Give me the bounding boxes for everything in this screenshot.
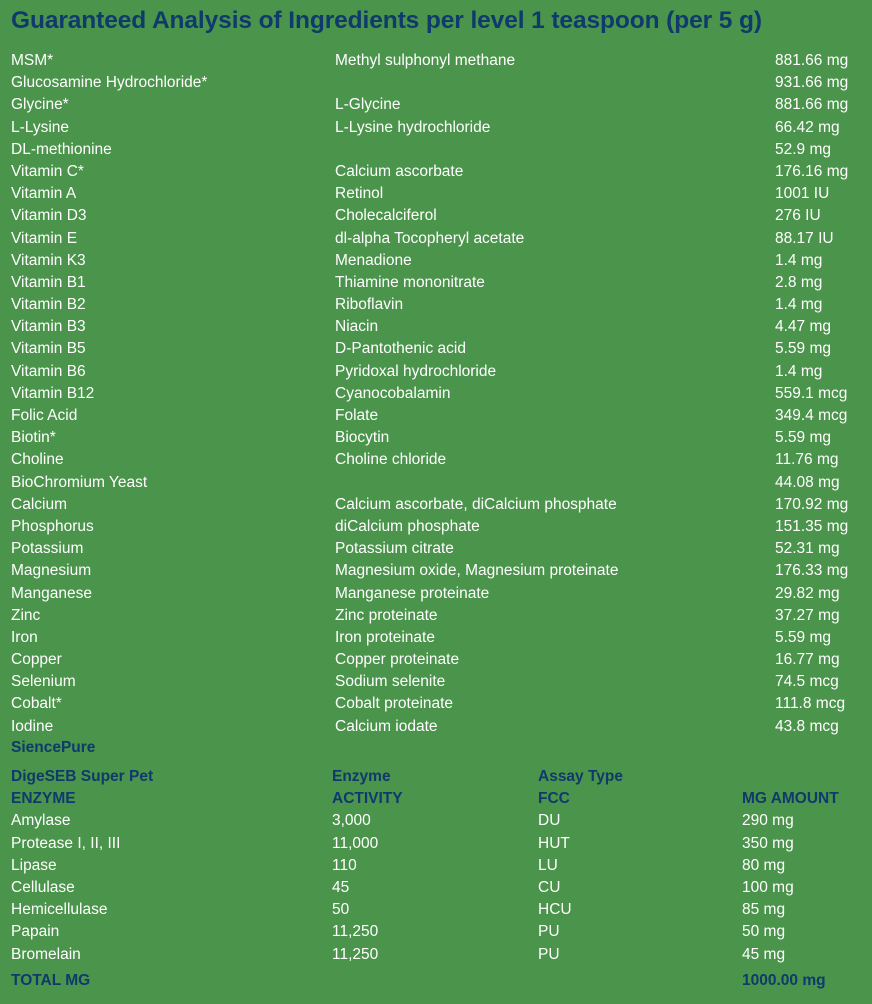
enzyme-activity: 11,250	[332, 923, 379, 941]
enzyme-name: Papain	[11, 923, 60, 941]
enzyme-row	[11, 877, 871, 899]
ingredient-source: L-Lysine hydrochloride	[335, 118, 491, 136]
ingredient-amount: 176.33 mg	[775, 562, 849, 580]
ingredient-row	[11, 716, 871, 738]
ingredient-amount: 5.59 mg	[775, 340, 832, 358]
ingredient-name: Iron	[11, 628, 38, 646]
ingredient-name: Zinc	[11, 606, 41, 624]
ingredient-amount: 1001 IU	[775, 185, 830, 203]
enzyme-mg-amount: 45 mg	[742, 945, 786, 963]
enzyme-fcc: LU	[538, 856, 558, 874]
enzyme-header-row-2	[11, 788, 871, 810]
ingredient-row	[11, 538, 871, 560]
enzyme-col-mg-amount: MG AMOUNT	[742, 790, 839, 808]
ingredient-amount: 881.66 mg	[775, 96, 849, 114]
ingredient-row	[11, 605, 871, 627]
ingredient-amount: 349.4 mcg	[775, 407, 848, 424]
ingredient-name: Manganese	[11, 584, 93, 602]
enzyme-activity: 110	[332, 856, 357, 874]
total-value: 1000.00 mg	[742, 972, 826, 989]
ingredient-source: Copper proteinate	[335, 651, 460, 669]
ingredient-name: Vitamin C*	[11, 162, 84, 180]
ingredient-row	[11, 94, 871, 116]
enzyme-fcc: HUT	[538, 834, 570, 852]
ingredient-name: Selenium	[11, 673, 76, 691]
ingredient-source: diCalcium phosphate	[335, 517, 480, 535]
ingredient-amount: 16.77 mg	[775, 651, 840, 669]
ingredient-row	[11, 139, 871, 161]
ingredient-name: Choline	[11, 451, 64, 469]
ingredient-name: Iodine	[11, 717, 54, 735]
enzyme-activity: 50	[332, 901, 350, 919]
enzyme-activity: 45	[332, 878, 350, 896]
ingredient-amount: 29.82 mg	[775, 584, 840, 602]
ingredient-amount: 1.4 mg	[775, 251, 823, 269]
enzyme-name: Bromelain	[11, 945, 81, 963]
enzyme-header-enzyme: Enzyme	[332, 768, 391, 785]
enzyme-header-assay-type: Assay Type	[538, 768, 624, 785]
ingredient-amount: 931.66 mg	[775, 74, 849, 92]
ingredient-row	[11, 117, 871, 139]
ingredient-name: Vitamin B12	[11, 384, 95, 402]
ingredient-source: Biocytin	[335, 429, 390, 447]
ingredient-row	[11, 183, 871, 205]
ingredient-amount: 5.59 mg	[775, 628, 832, 646]
ingredient-row	[11, 583, 871, 605]
enzyme-mg-amount: 80 mg	[742, 856, 786, 874]
enzyme-name: Cellulase	[11, 878, 75, 896]
enzyme-header-product: DigeSEB Super Pet	[11, 768, 154, 785]
ingredient-row	[11, 72, 871, 94]
enzyme-name: Amylase	[11, 812, 71, 830]
ingredient-source: Thiamine mononitrate	[335, 273, 485, 291]
enzyme-row	[11, 833, 871, 855]
enzyme-activity: 11,250	[332, 945, 379, 963]
ingredient-amount: 66.42 mg	[775, 118, 840, 136]
ingredient-amount: 11.76 mg	[775, 451, 839, 469]
ingredient-row	[11, 50, 871, 72]
enzyme-row	[11, 810, 871, 832]
enzyme-name: Lipase	[11, 856, 57, 874]
page-title: Guaranteed Analysis of Ingredients per level 1 teaspoon (per 5 g)	[11, 7, 762, 34]
ingredient-amount: 44.08 mg	[775, 473, 840, 491]
ingredient-row	[11, 494, 871, 516]
enzyme-mg-amount: 350 mg	[742, 834, 794, 852]
ingredient-source: Calcium ascorbate	[335, 162, 464, 180]
ingredient-amount: 151.35 mg	[775, 517, 849, 535]
ingredient-name: Vitamin B2	[11, 296, 86, 314]
ingredient-source: Potassium citrate	[335, 540, 454, 558]
ingredient-source: Iron proteinate	[335, 628, 435, 646]
brand-label: SiencePure	[11, 739, 96, 756]
enzyme-mg-amount: 50 mg	[742, 923, 786, 941]
ingredient-name: Vitamin K3	[11, 251, 86, 269]
ingredient-name: Calcium	[11, 495, 67, 513]
enzyme-mg-amount: 290 mg	[742, 812, 794, 830]
ingredient-name: DL-methionine	[11, 140, 112, 158]
ingredient-name: Magnesium	[11, 562, 92, 580]
ingredient-amount: 881.66 mg	[775, 52, 849, 69]
ingredient-row	[11, 627, 871, 649]
ingredient-row	[11, 250, 871, 272]
enzyme-fcc: PU	[538, 923, 560, 941]
ingredient-row	[11, 294, 871, 316]
ingredient-row	[11, 383, 871, 405]
ingredient-name: Vitamin A	[11, 185, 77, 203]
ingredient-amount: 4.47 mg	[775, 318, 832, 336]
ingredient-amount: 2.8 mg	[775, 273, 823, 291]
ingredient-amount: 170.92 mg	[775, 495, 849, 513]
enzyme-row	[11, 944, 871, 966]
ingredient-amount: 37.27 mg	[775, 606, 840, 624]
ingredient-row	[11, 671, 871, 693]
ingredient-source: Riboflavin	[335, 296, 404, 314]
enzyme-col-enzyme: ENZYME	[11, 790, 76, 808]
ingredient-source: Calcium ascorbate, diCalcium phosphate	[335, 495, 617, 513]
ingredient-source: Calcium iodate	[335, 717, 438, 735]
ingredient-name: Phosphorus	[11, 517, 94, 535]
ingredient-source: Retinol	[335, 185, 384, 203]
ingredient-row	[11, 693, 871, 715]
ingredient-name: Glucosamine Hydrochloride*	[11, 74, 208, 92]
ingredient-name: Glycine*	[11, 96, 69, 114]
ingredient-row	[11, 516, 871, 538]
ingredient-name: L-Lysine	[11, 118, 70, 136]
ingredient-amount: 88.17 IU	[775, 229, 834, 247]
enzyme-fcc: HCU	[538, 901, 572, 919]
ingredient-source: D-Pantothenic acid	[335, 340, 466, 358]
enzyme-fcc: PU	[538, 945, 560, 963]
ingredient-row	[11, 316, 871, 338]
ingredient-name: Copper	[11, 651, 62, 669]
enzyme-mg-amount: 100 mg	[742, 878, 794, 896]
enzyme-fcc: DU	[538, 812, 561, 830]
ingredient-row	[11, 161, 871, 183]
ingredient-amount: 43.8 mcg	[775, 717, 839, 735]
ingredient-source: Pyridoxal hydrochloride	[335, 362, 497, 380]
total-label: TOTAL MG	[11, 972, 91, 989]
ingredient-amount: 52.9 mg	[775, 140, 832, 158]
ingredient-source: dl-alpha Tocopheryl acetate	[335, 229, 525, 247]
enzyme-col-activity: ACTIVITY	[332, 790, 403, 808]
ingredient-name: Vitamin D3	[11, 207, 87, 225]
enzyme-table	[11, 766, 871, 966]
enzyme-row	[11, 899, 871, 921]
ingredient-source: L-Glycine	[335, 96, 401, 114]
enzyme-row	[11, 921, 871, 943]
ingredient-row	[11, 405, 871, 427]
ingredient-amount: 176.16 mg	[775, 162, 849, 180]
total-row	[11, 972, 871, 994]
ingredient-source: Cyanocobalamin	[335, 384, 451, 402]
ingredient-source: Sodium selenite	[335, 673, 446, 691]
ingredient-row	[11, 427, 871, 449]
ingredient-amount: 1.4 mg	[775, 362, 823, 380]
ingredient-source: Magnesium oxide, Magnesium proteinate	[335, 562, 619, 580]
ingredient-amount: 559.1 mcg	[775, 384, 848, 402]
ingredient-name: MSM*	[11, 52, 54, 69]
ingredient-row	[11, 361, 871, 383]
ingredient-amount: 111.8 mcg	[775, 695, 846, 713]
ingredient-row	[11, 472, 871, 494]
ingredient-name: Cobalt*	[11, 695, 62, 713]
ingredient-name: Vitamin B6	[11, 362, 86, 380]
ingredient-amount: 74.5 mcg	[775, 673, 839, 691]
ingredient-name: Vitamin B5	[11, 340, 86, 358]
enzyme-col-fcc: FCC	[538, 790, 570, 808]
ingredient-name: Biotin*	[11, 429, 56, 447]
ingredient-name: Vitamin B3	[11, 318, 86, 336]
ingredient-amount: 1.4 mg	[775, 296, 823, 314]
enzyme-name: Hemicellulase	[11, 901, 108, 919]
ingredient-amount: 276 IU	[775, 207, 821, 225]
ingredient-row	[11, 338, 871, 360]
ingredient-row	[11, 205, 871, 227]
ingredient-amount: 52.31 mg	[775, 540, 840, 558]
ingredient-name: Potassium	[11, 540, 84, 558]
ingredient-name: Folic Acid	[11, 407, 78, 424]
enzyme-mg-amount: 85 mg	[742, 901, 786, 919]
ingredient-source: Choline chloride	[335, 451, 447, 469]
ingredient-row	[11, 560, 871, 582]
ingredient-source: Manganese proteinate	[335, 584, 490, 602]
ingredient-source: Folate	[335, 407, 379, 424]
enzyme-header-row-1	[11, 766, 871, 788]
ingredient-name: BioChromium Yeast	[11, 473, 148, 491]
enzyme-name: Protease I, II, III	[11, 834, 121, 852]
ingredient-amount: 5.59 mg	[775, 429, 832, 447]
enzyme-activity: 11,000	[332, 834, 379, 852]
ingredient-row	[11, 649, 871, 671]
ingredient-source: Cholecalciferol	[335, 207, 437, 225]
ingredient-source: Zinc proteinate	[335, 606, 438, 624]
ingredients-table	[11, 50, 871, 738]
ingredient-row	[11, 228, 871, 250]
ingredient-row	[11, 272, 871, 294]
enzyme-fcc: CU	[538, 878, 561, 896]
ingredient-source: Methyl sulphonyl methane	[335, 52, 516, 69]
enzyme-row	[11, 855, 871, 877]
ingredient-name: Vitamin E	[11, 229, 78, 247]
ingredient-row	[11, 449, 871, 471]
enzyme-activity: 3,000	[332, 812, 371, 830]
ingredient-source: Cobalt proteinate	[335, 695, 454, 713]
ingredient-source: Menadione	[335, 251, 412, 269]
ingredient-name: Vitamin B1	[11, 273, 86, 291]
ingredient-source: Niacin	[335, 318, 379, 336]
